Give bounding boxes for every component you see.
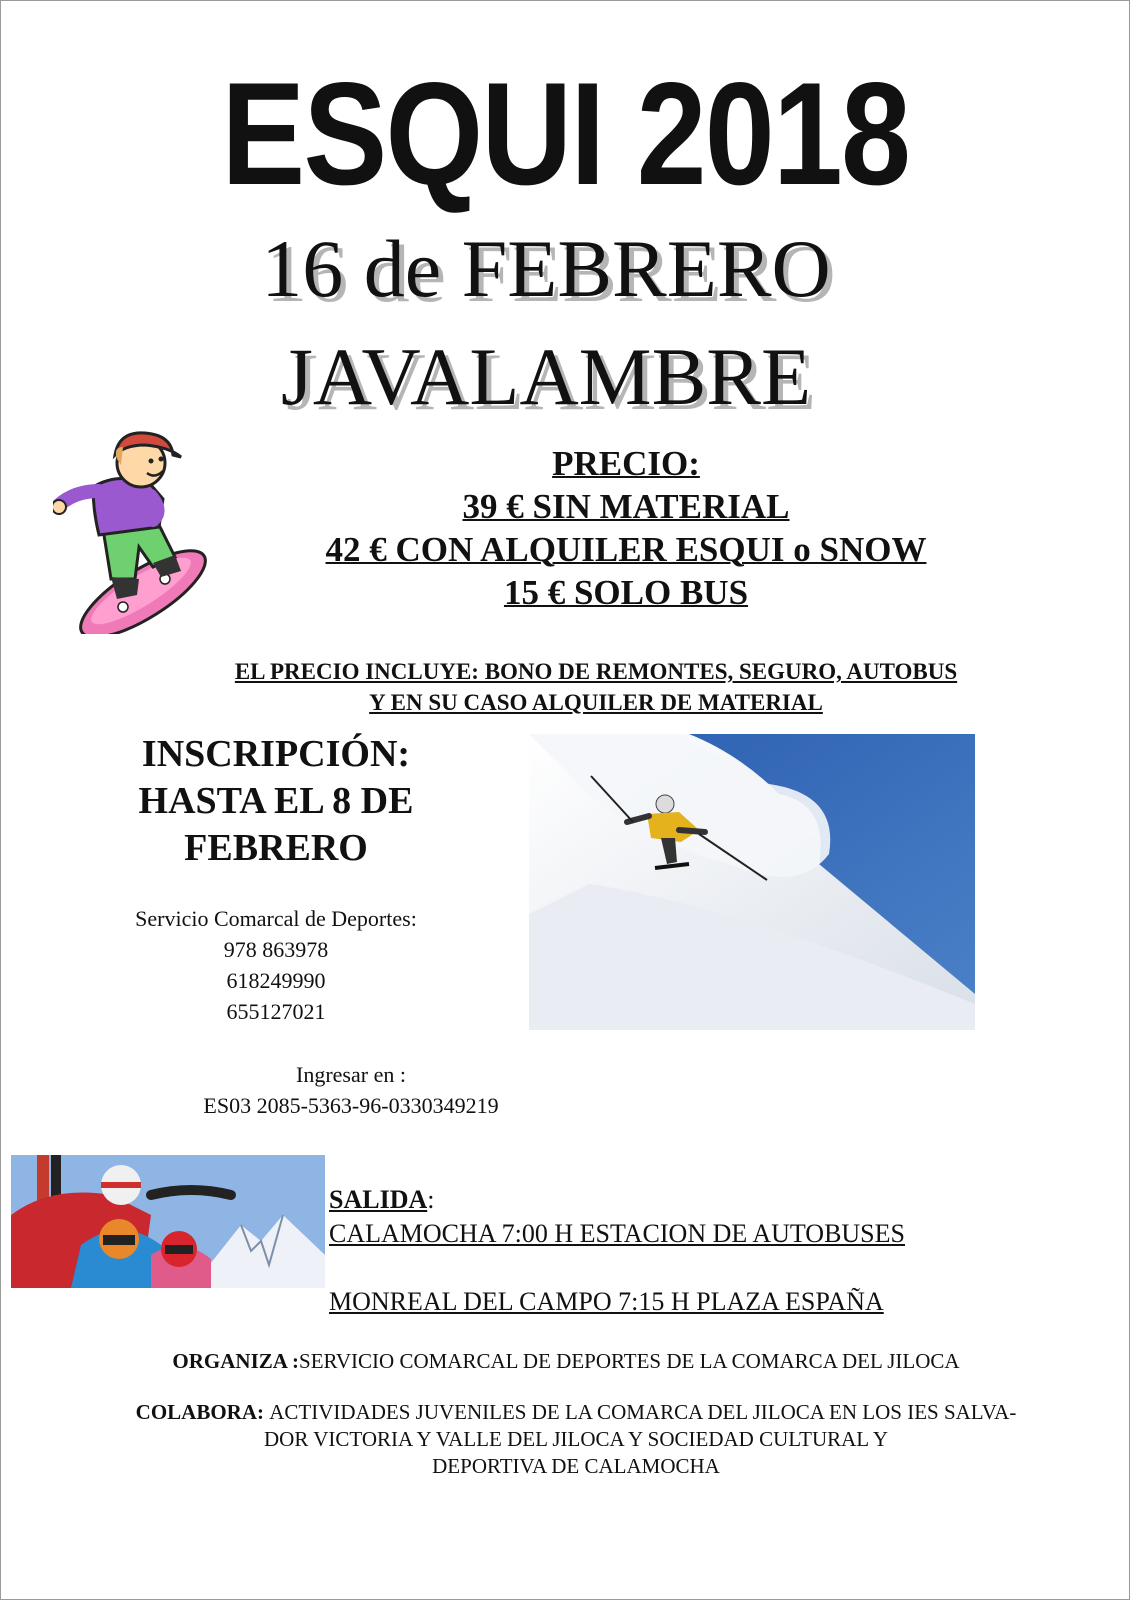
colabora-line-3: DEPORTIVA DE CALAMOCHA: [432, 1454, 720, 1478]
salida-label: SALIDA:: [329, 1185, 435, 1214]
inscripcion-block: [96, 731, 456, 872]
phone-2: 618249990: [226, 968, 326, 993]
inscripcion-line-1: INSCRIPCIÓN:: [141, 733, 411, 775]
phone-1: 978 863978: [223, 937, 329, 962]
skier-photo: [529, 734, 975, 1030]
salida-block: [329, 1183, 905, 1319]
salida-stop-calamocha: CALAMOCHA 7:00 H ESTACION DE AUTOBUSES: [329, 1219, 905, 1248]
poster-title: ESQUI 2018: [221, 52, 910, 215]
inscripcion-line-3: FEBRERO: [184, 827, 368, 869]
payment-label: Ingresar en :: [296, 1062, 406, 1087]
event-date: 16 de FEBRERO: [261, 223, 831, 314]
bank-account: ES03 2085-5363-96-0330349219: [203, 1093, 499, 1118]
kids-ski-photo: [11, 1155, 325, 1288]
payment-block: [151, 1059, 551, 1121]
precio-label: PRECIO:: [552, 444, 700, 483]
snowboarder-illustration: [53, 429, 213, 634]
contact-block: [96, 903, 456, 1027]
organiza-line: ORGANIZA :SERVICIO COMARCAL DE DEPORTES DE LA COMARCA DEL JILOCA: [172, 1349, 960, 1373]
precio-incluye: EL PRECIO INCLUYE: BONO DE REMONTES, SEGURO, AUTOBUS Y EN SU CASO ALQUILER DE MATERIAL: [234, 659, 958, 715]
colabora-line-2: DOR VICTORIA Y VALLE DEL JILOCA Y SOCIEDAD CULTURAL Y: [264, 1427, 888, 1451]
precio-line-3: 15 € SOLO BUS: [503, 573, 749, 612]
event-place: JAVALAMBRE: [280, 331, 812, 422]
salida-stop-monreal: MONREAL DEL CAMPO 7:15 H PLAZA ESPAÑA: [329, 1287, 884, 1316]
inscripcion-line-2: HASTA EL 8 DE: [138, 780, 414, 822]
precio-line-1: 39 € SIN MATERIAL: [462, 487, 790, 526]
colabora-line-1: COLABORA: ACTIVIDADES JUVENILES DE LA COMARCA DEL JILOCA EN LOS IES SALVA-: [135, 1400, 1017, 1424]
precio-line-2: 42 € CON ALQUILER ESQUI o SNOW: [325, 530, 927, 569]
contact-label: Servicio Comarcal de Deportes:: [135, 906, 417, 931]
phone-3: 655127021: [226, 999, 326, 1024]
colabora-block: [81, 1399, 1071, 1480]
